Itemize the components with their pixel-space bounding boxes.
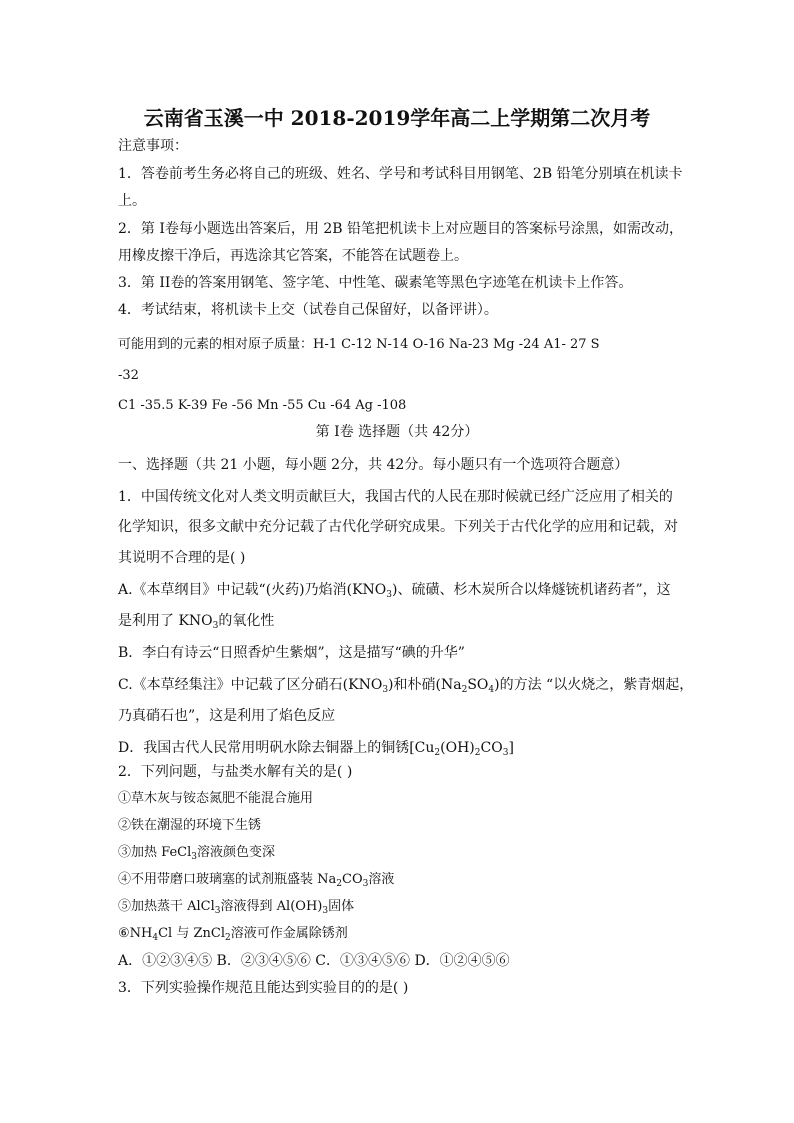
- q2-item-4: [118, 870, 394, 890]
- q2-i5-sub-2: 3: [322, 906, 329, 916]
- section-instruction: 一、选择题（共 21 小题，每小题 2分，共 42分。每小题只有一个选项符合题意）: [118, 457, 629, 473]
- q2-i6-sub-1: 4: [152, 933, 159, 943]
- q2-stem: 2．下列问题，与盐类水解有关的是( ): [118, 764, 353, 780]
- q1-option-a-cont: [118, 611, 274, 631]
- q2-i6-text-2: Cl 与 ZnCl: [158, 926, 225, 941]
- q2-i3-text-2: 溶液颜色变深: [196, 845, 275, 860]
- q1-c-sub-3: 4: [488, 685, 495, 695]
- q2-i5-text-1: ⑤加热蒸干 AlCl: [118, 899, 215, 914]
- q1-a-text-2: )、硫磺、杉木炭所合以烽燧铳机诸药者”，这: [392, 582, 671, 598]
- atomic-mass-line-3: C1 -35.5 K-39 Fe -56 Mn -55 Cu -64 Ag -108: [118, 398, 407, 413]
- q1-stem-3: 其说明不合理的是( ): [118, 550, 246, 566]
- q2-i6-text-1: ⑥NH: [118, 926, 153, 941]
- q1-option-d: [118, 738, 514, 758]
- q2-i4-text-1: ④不用带磨口玻璃塞的试剂瓶盛装 Na: [118, 872, 337, 887]
- q1-d-text-2: (OH): [440, 740, 475, 756]
- notice-item-3: 3．第 II卷的答案用钢笔、签字笔、中性笔、碳素笔等黑色字迹笔在机读卡上作答。: [118, 275, 633, 291]
- notice-heading: 注意事项：: [118, 138, 188, 154]
- q1-d-sub-2: 2: [474, 748, 481, 758]
- q2-i5-text-3: 固体: [328, 899, 355, 914]
- q2-item-2: ②铁在潮湿的环境下生锈: [118, 818, 262, 833]
- section-title: 第 I卷 选择题（共 42分）: [315, 424, 479, 440]
- q2-item-5: [118, 897, 354, 917]
- q2-i3-text-1: ③加热 FeCl: [118, 845, 192, 860]
- q1-c-text-1: C.《本草经集注》中记载了区分硝石(KNO: [118, 677, 383, 693]
- q2-i6-text-3: 溶液可作金属除锈剂: [230, 926, 348, 941]
- q1-option-c-cont: 乃真硝石也”，这是利用了焰色反应: [118, 708, 336, 724]
- notice-item-1-cont: 上。: [118, 193, 146, 209]
- q3-stem: 3．下列实验操作规范且能达到实验目的的是( ): [118, 980, 409, 996]
- notice-item-2: 2．第 I卷每小题选出答案后，用 2B 铅笔把机读卡上对应题目的答案标号涂黑，如需改动，: [118, 221, 683, 237]
- q2-i5-text-2: 溶液得到 Al(OH): [220, 899, 323, 914]
- q2-i4-text-2: CO: [342, 872, 363, 887]
- page-title: 云南省玉溪一中 2018-2019学年高二上学期第二次月考: [143, 106, 651, 130]
- q1-d-sub-3: 3: [502, 748, 509, 758]
- q1-d-text-4: ]: [508, 740, 514, 756]
- q2-i6-sub-2: 2: [225, 933, 231, 943]
- q1-a-sub: 3: [386, 590, 393, 600]
- q1-c-sub-2: 2: [461, 685, 468, 695]
- q2-options: A．①②③④⑤ B．②③④⑤⑥ C．①③④⑤⑥ D．①②④⑤⑥: [118, 953, 510, 969]
- q1-c-sub-1: 3: [382, 685, 389, 695]
- q1-d-text-1: D．我国古代人民常用明矾水除去铜器上的铜锈[Cu: [118, 740, 435, 756]
- q1-d-text-3: CO: [480, 740, 503, 756]
- q1-c-text-3: SO: [467, 677, 489, 693]
- atomic-mass-line-2: -32: [118, 368, 139, 383]
- q1-a2-sub: 3: [212, 621, 219, 631]
- q2-item-3: [118, 843, 275, 863]
- q1-option-c: [118, 675, 693, 695]
- atomic-mass-line-1: 可能用到的元素的相对原子质量：H-1 C-12 N-14 O-16 Na-23 Mg -24 A1- 27 S: [118, 337, 600, 352]
- q1-stem-1: 1．中国传统文化对人类文明贡献巨大，我国古代的人民在那时候就已经广泛应用了相关的: [118, 489, 673, 505]
- q2-i4-sub-1: 2: [336, 879, 342, 889]
- q2-item-6: [118, 924, 348, 944]
- q1-option-b: B．李白有诗云“日照香炉生紫烟”，这是描写“碘的升华”: [118, 645, 465, 661]
- q2-i4-text-3: 溶液: [368, 872, 395, 887]
- q1-option-a: [118, 580, 671, 600]
- q1-a2-text: 是利用了 KNO: [118, 613, 213, 629]
- q1-a-text: A.《本草纲目》中记载“(火药)乃焰消(KNO: [118, 582, 387, 598]
- notice-item-4: 4．考试结束，将机读卡上交（试卷自己保留好，以备评讲）。: [118, 302, 498, 318]
- notice-item-1: 1．答卷前考生务必将自己的班级、姓名、学号和考试科目用钢笔、2B 铅笔分别填在机读卡: [118, 166, 683, 182]
- q1-c-text-4: )的方法 “以火烧之，紫青烟起，: [494, 677, 694, 693]
- q1-a2-text-2: 的氧化性: [218, 613, 275, 629]
- q2-i5-sub-1: 3: [214, 906, 221, 916]
- q1-d-sub-1: 2: [434, 748, 441, 758]
- q1-stem-2: 化学知识，很多文献中充分记载了古代化学研究成果。下列关于古代化学的应用和记载，对: [118, 519, 678, 535]
- q1-c-text-2: )和朴硝(Na: [388, 677, 462, 693]
- q2-item-1: ①草木灰与铵态氮肥不能混合施用: [118, 791, 314, 806]
- q2-i4-sub-2: 3: [362, 879, 369, 889]
- notice-item-2-cont: 用橡皮擦干净后，再选涂其它答案，不能答在试题卷上。: [118, 248, 468, 264]
- q2-i3-sub: 3: [191, 852, 197, 862]
